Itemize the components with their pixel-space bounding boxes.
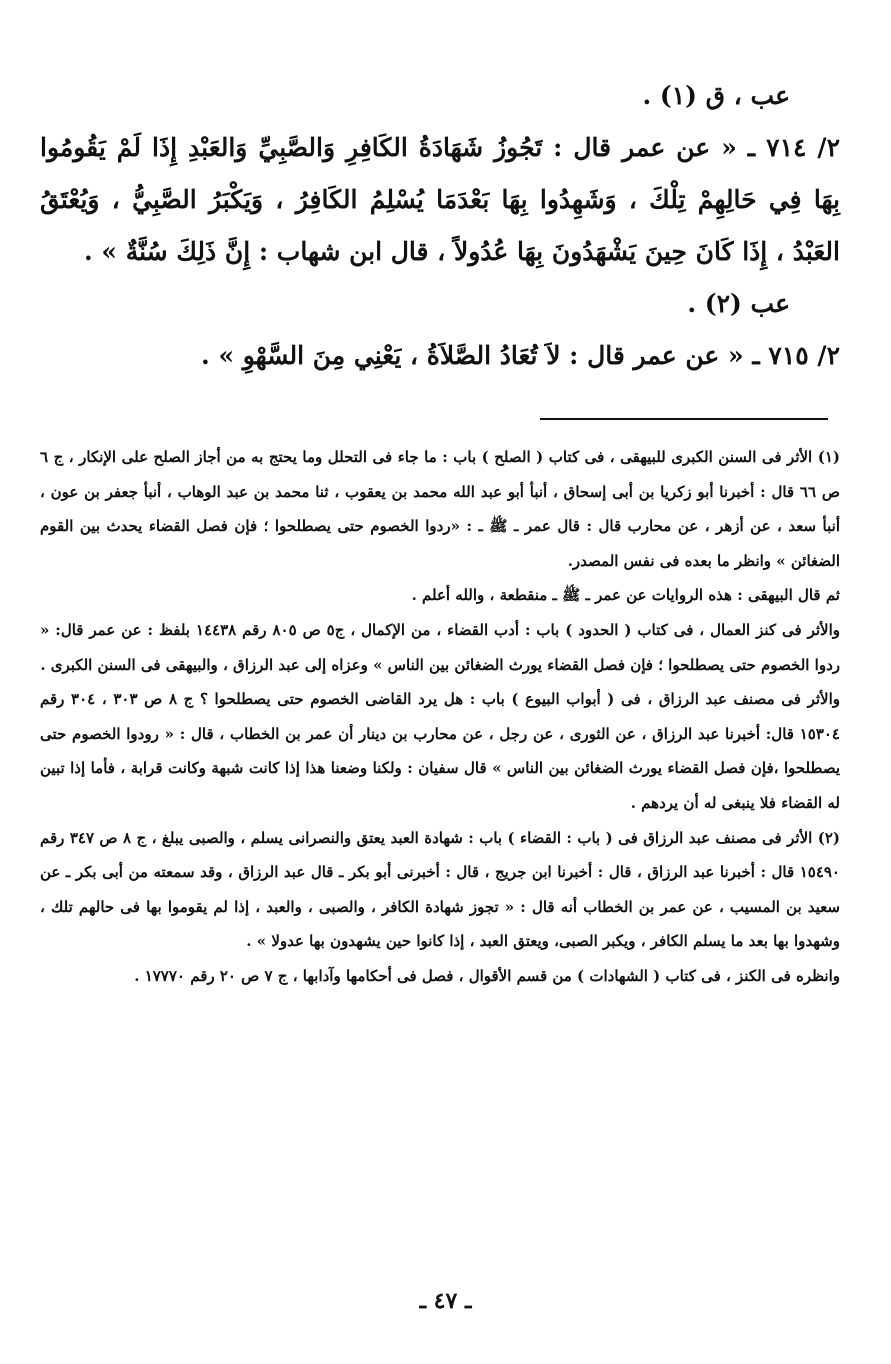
footnote-2-paragraph-1: (٢) الأثر فى مصنف عبد الرزاق فى ( باب : القضاء ) باب : شهادة العبد يعتق والنصرانى يسلم ، والصبى يبلغ ، ج ٨ ص ٣٤٧ رقم ١٥٤٩٠ قال : أخبرنا عبد الرزاق ، قال : أخبرنا ابن جريج ، قال : أخبرنى أبو بكر ـ قال عبد الرزاق ، وقد سمعته من أبى بكر ـ عن سعيد بن المسيب ، عن عمر بن الخطاب أنه قال : « تجوز شهادة الكافر ، والصبى ، والعبد ، إذا لم يقوموا بها فى حالهم تلك ، وشهدوا بها بعد ما يسلم الكافر ، ويكبر الصبى، ويعتق العبد ، إذا كانوا حين يشهدون بها عدولا » . xyxy=(40,828,840,951)
hadith-714: ٢/ ٧١٤ ـ « عن عمر قال : تَجُوزُ شَهَادَةُ الكَافِرِ وَالصَّبِيِّ وَالعَبْدِ إِذَا لَمْ يَقُومُوا بِهَا فِي حَالِهِمْ تِلْكَ ، وَشَهِدُوا بِهَا بَعْدَمَا يُسْلِمُ الكَافِرُ ، وَيَكْبَرُ الصَّبِيُّ ، وَيُعْتَقُ العَبْدُ ، إِذَا كَانَ حِينَ يَشْهَدُونَ بِهَا عُدُولاً ، قال ابن شهاب : إِنَّ ذَلِكَ سُنَّةٌ » . xyxy=(40,133,840,266)
source-reference-1: عب ، ق (١) . xyxy=(642,81,790,110)
footnote-divider xyxy=(540,418,828,420)
footnote-1-paragraph-1: (١) الأثر فى السنن الكبرى للبيهقى ، فى كتاب ( الصلح ) باب : ما جاء فى التحلل وما يحتج به من أجاز الصلح على الإنكار ، ج ٦ ص ٦٦ قال : أخبرنا أبو زكريا بن أبى إسحاق ، أنبأ أبو عبد الله محمد بن يعقوب ، ثنا محمد بن عبد الوهاب ، أنبأ جعفر بن عون ، أنبأ سعد ، عن أزهر ، عن محارب قال : قال عمر ـ ﷺ ـ : «ردوا الخصوم حتى يصطلحوا ؛ فإن فصل القضاء يحدث بين القوم الضغائن » وانظر ما بعده فى نفس المصدر. xyxy=(40,448,840,570)
footnotes-block xyxy=(40,440,840,994)
footnote-1-paragraph-4: والأثر فى مصنف عبد الرزاق ، فى ( أبواب البيوع ) باب : هل يرد القاضى الخصوم حتى يصطلحوا ؟ ج ٨ ص ٣٠٣ ، ٣٠٤ رقم ١٥٣٠٤ قال: أخبرنا عبد الرزاق ، عن الثورى ، عن رجل ، عن محارب بن دينار أن عمر بن الخطاب ، قال : « رودوا الخصوم حتى يصطلحوا ،فإن فصل القضاء يورث الضغائن بين الناس » قال سفيان : ولكنا وضعنا هذا إذا كانت شبهة وكانت قرابة ، فأما إذا تبين له القضاء فلا ينبغى له أن يردهم . xyxy=(40,690,840,812)
footnote-1-paragraph-3: والأثر فى كنز العمال ، فى كتاب ( الحدود ) باب : أدب القضاء ، من الإكمال ، ج٥ ص ٨٠٥ رقم ١٤٤٣٨ بلفظ : عن عمر قال: « ردوا الخصوم حتى يصطلحوا ؛ فإن فصل القضاء يورث الضغائن بين الناس » وعزاه إلى عبد الرزاق ، والبيهقى فى السنن الكبرى . xyxy=(40,620,841,674)
footnote-1-paragraph-2: ثم قال البيهقى : هذه الروايات عن عمر ـ ﷺ ـ منقطعة ، والله أعلم . xyxy=(411,586,840,605)
source-reference-2: عب (٢) . xyxy=(687,289,790,318)
main-text-block xyxy=(40,70,840,382)
footnote-2-paragraph-2: وانظره فى الكنز ، فى كتاب ( الشهادات ) من قسم الأقوال ، فصل فى أحكامها وآدابها ، ج ٧ ص ٢٠ رقم ١٧٧٧٠ . xyxy=(134,966,840,985)
page-number: ـ ٤٧ ـ xyxy=(419,1288,472,1314)
hadith-715: ٢/ ٧١٥ ـ « عن عمر قال : لاَ تُعَادُ الصَّلاَةُ ، يَعْنِي مِنَ السَّهْوِ » . xyxy=(201,341,840,370)
